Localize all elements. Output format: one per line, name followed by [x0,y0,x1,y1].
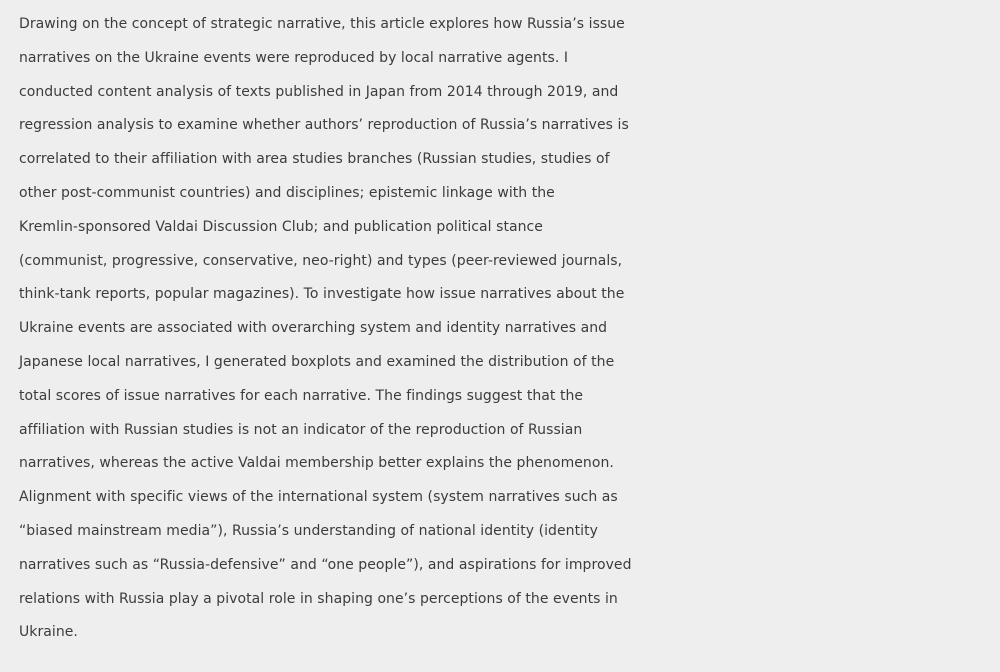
abstract-line: Ukraine. [19,624,78,641]
abstract-line: other post-communist countries) and disciplines; epistemic linkage with the [19,184,555,201]
abstract-line: (communist, progressive, conservative, neo-right) and types (peer-reviewed journals, [19,252,623,269]
abstract-line: Kremlin-sponsored Valdai Discussion Club; and publication political stance [19,218,543,235]
abstract-line: think-tank reports, popular magazines). To investigate how issue narratives about the [19,286,625,303]
abstract-line: “biased mainstream media”), Russia’s understanding of national identity (identity [19,522,598,539]
abstract-line: narratives on the Ukraine events were reproduced by local narrative agents. I [19,49,569,66]
abstract-line: Ukraine events are associated with overarching system and identity narratives and [19,320,608,337]
abstract-line: Drawing on the concept of strategic narrative, this article explores how Russia’s issue [19,16,625,32]
abstract-line: narratives such as “Russia-defensive” and “one people”), and aspirations for improved [19,556,632,573]
abstract-line: relations with Russia play a pivotal role in shaping one’s perceptions of the events in [19,590,618,607]
abstract-line: correlated to their affiliation with area studies branches (Russian studies, studies of [19,151,610,168]
abstract-line: total scores of issue narratives for each narrative. The findings suggest that the [19,387,584,404]
abstract-line: Alignment with specific views of the international system (system narratives such as [19,489,618,506]
abstract-line: affiliation with Russian studies is not an indicator of the reproduction of Russian [19,421,583,438]
abstract-line: narratives, whereas the active Valdai membership better explains the phenomenon. [19,455,614,472]
abstract-line: regression analysis to examine whether authors’ reproduction of Russia’s narratives is [19,117,629,134]
abstract-line: Japanese local narratives, I generated boxplots and examined the distribution of the [19,353,615,370]
abstract-line: conducted content analysis of texts published in Japan from 2014 through 2019, and [19,83,619,100]
